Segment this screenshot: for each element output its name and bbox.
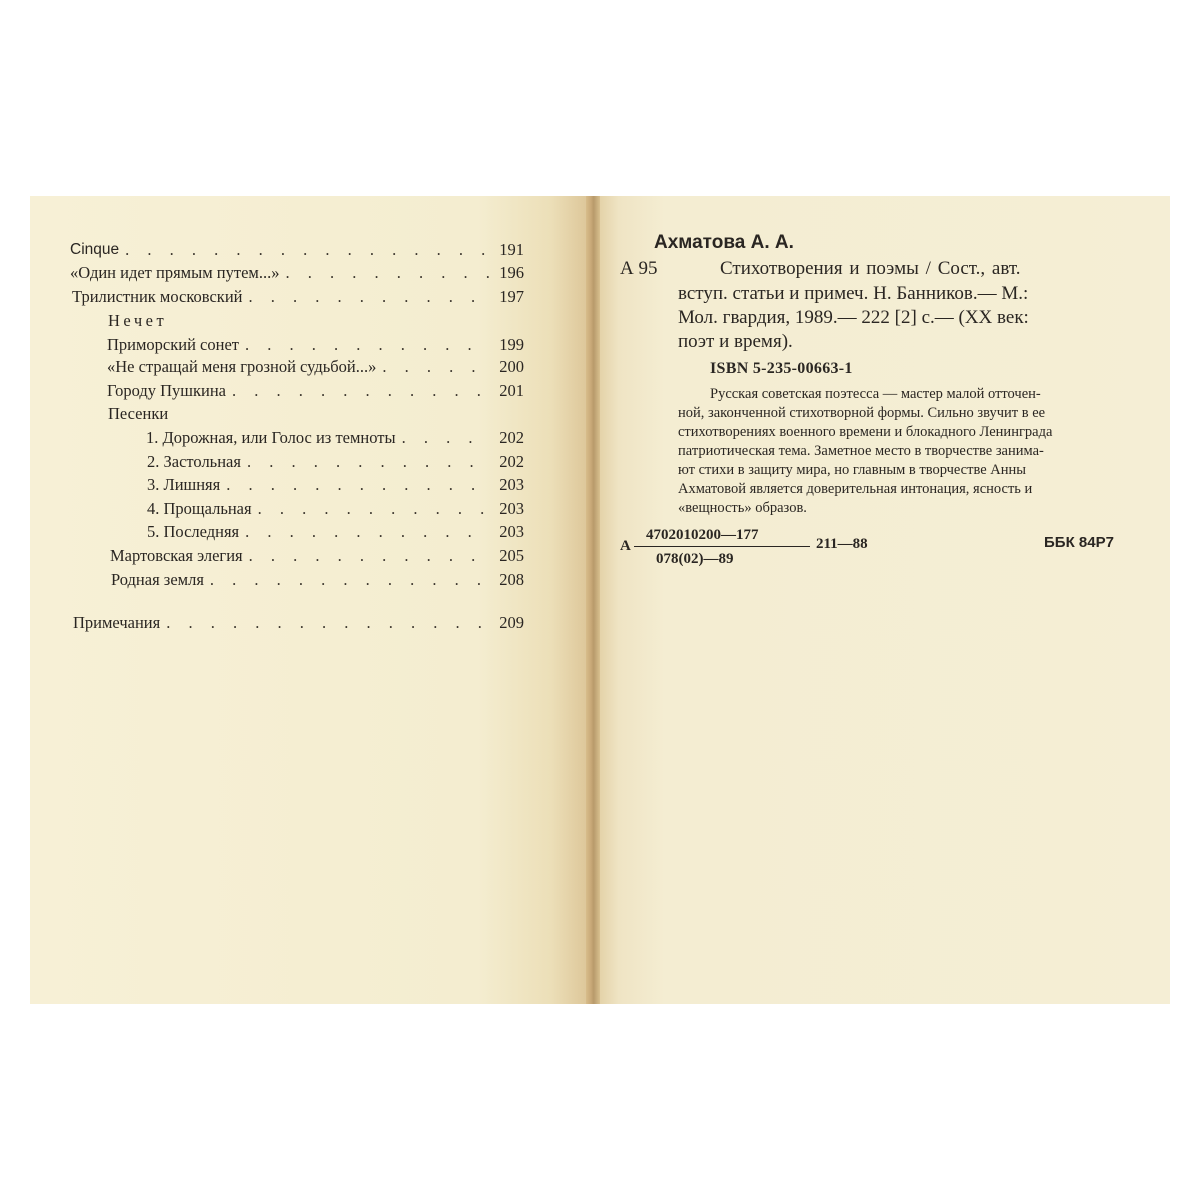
toc-leader [239, 335, 490, 355]
toc-entry [107, 355, 524, 377]
toc-title: 3. Лишняя [147, 475, 221, 494]
annotation-line: «вещность» образов. [678, 500, 807, 516]
toc-leader [243, 546, 490, 566]
toc-entry [70, 261, 524, 283]
toc-title: Примечания [73, 613, 161, 632]
toc-entry [107, 379, 524, 401]
toc-title: Городу Пушкина [107, 381, 227, 400]
toc-title: Родная земля [111, 570, 204, 589]
toc-page-number: 208 [499, 570, 524, 589]
annotation-line: патриотическая тема. Заметное место в творчестве занима- [678, 443, 1044, 459]
toc-leader [204, 570, 490, 590]
toc-page-number: 196 [499, 263, 524, 282]
annotation-line: стихотворениях военного времени и блокадного Ленинграда [678, 424, 1053, 440]
toc-title: Приморский сонет [107, 335, 239, 354]
classification-numerator: 4702010200—177 [646, 527, 759, 543]
toc-leader [220, 475, 490, 495]
annotation-line: ют стихи в защиту мира, но главным в творчестве Анны [678, 462, 1026, 478]
toc-leader [226, 381, 490, 401]
toc-entry [146, 426, 524, 448]
toc-leader [242, 287, 490, 307]
author-code: А 95 [620, 258, 658, 279]
toc-entry [70, 238, 524, 260]
bibliographic-line: Мол. гвардия, 1989.— 222 [2] с.— (XX век: [678, 307, 1029, 328]
toc-page-number: 202 [499, 428, 524, 447]
toc-title: 5. Последняя [147, 522, 240, 541]
toc-page-number: 197 [499, 287, 524, 306]
toc-title: Трилистник московский [72, 287, 243, 306]
toc-leader [241, 452, 490, 472]
toc-page-number: 209 [499, 613, 524, 632]
toc-entry [147, 497, 524, 519]
classification-letter: А [620, 538, 631, 554]
toc-leader [119, 240, 490, 260]
toc-entry [107, 333, 524, 355]
toc-title: 2. Застольная [147, 452, 241, 471]
toc-entry [147, 520, 524, 542]
bibliographic-line: вступ. статьи и примеч. Н. Банников.— М.: [678, 283, 1029, 304]
annotation-line: Ахматовой является доверительная интонация, ясность и [678, 481, 1033, 497]
toc-entry [111, 568, 524, 590]
toc-entry [72, 285, 524, 307]
toc-title: «Один идет прямым путем...» [70, 263, 280, 282]
toc-page-number: 202 [499, 452, 524, 471]
toc-title: 4. Прощальная [147, 499, 252, 518]
fraction-bar [634, 546, 810, 547]
toc-section-heading: Нечет [108, 311, 168, 330]
toc-title: Cinque [70, 241, 120, 258]
toc-page-number: 203 [499, 499, 524, 518]
toc-title: 1. Дорожная, или Голос из темноты [146, 428, 396, 447]
bbk-code: ББК 84Р7 [1044, 534, 1114, 551]
toc-title: Мартовская элегия [110, 546, 243, 565]
toc-page-number: 203 [499, 475, 524, 494]
toc-page-number: 205 [499, 546, 524, 565]
toc-page-number: 191 [499, 240, 524, 259]
toc-entry [147, 473, 524, 495]
bibliographic-line: поэт и время). [678, 331, 793, 352]
annotation-line: ной, законченной стихотворной формы. Сильно звучит в ее [678, 405, 1046, 421]
toc-leader [396, 428, 490, 448]
bibliographic-line: Стихотворения и поэмы / Сост., авт. [720, 258, 1021, 279]
toc-page-number: 203 [499, 522, 524, 541]
classification-denominator: 078(02)—89 [656, 551, 734, 567]
toc-section-heading: Песенки [108, 404, 169, 423]
toc-leader [279, 263, 490, 283]
toc-title: «Не стращай меня грозной судьбой...» [107, 357, 377, 376]
toc-page-number: 199 [499, 335, 524, 354]
toc-leader [376, 357, 490, 377]
toc-entry [73, 611, 524, 633]
toc-leader [160, 613, 490, 633]
classification-suffix: 211—88 [816, 536, 868, 552]
toc-entry [147, 450, 524, 472]
toc-leader [252, 499, 490, 519]
author-heading: Ахматова А. А. [654, 232, 794, 253]
annotation-line: Русская советская поэтесса — мастер малой отточен- [710, 386, 1041, 402]
toc-leader [239, 522, 490, 542]
toc-page-number: 201 [499, 381, 524, 400]
toc-entry [110, 544, 524, 566]
toc-page-number: 200 [499, 357, 524, 376]
isbn: ISBN 5-235-00663-1 [710, 360, 853, 377]
